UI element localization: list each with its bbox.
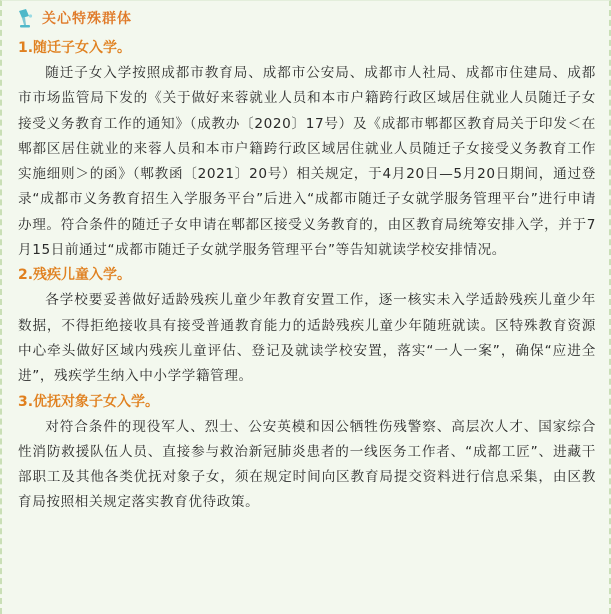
section-heading-migrant-children: 1.随迁子女入学。	[18, 40, 132, 56]
article-content	[18, 36, 596, 516]
section-body-disabled-children: 各学校要妥善做好适龄残疾儿童少年教育安置工作，逐一核实未入学适龄残疾儿童少年数据，不得拒绝接收具有接受普通教育能力的适龄残疾儿童少年随班就读。区特殊教育资源中心牵头做好区域内残疾儿童评估、登记及就读学校安置，落实“一人一案”，确保“应进全进”，残疾学生纳入中小学学籍管理。	[18, 292, 596, 385]
section-header	[16, 5, 132, 31]
section-body-preferential-children: 对符合条件的现役军人、烈士、公安英模和因公牺牲伤残警察、高层次人才、国家综合性消防救援队伍人员、直接参与救治新冠肺炎患者的一线医务工作者、“成都工匠”、进藏干部职工及其他各类优抚对象子女，须在规定时间向区教育局提交资料进行信息采集，由区教育局按照相关规定落实教育优待政策。	[18, 418, 596, 511]
section-body-migrant-children: 随迁子女入学按照成都市教育局、成都市公安局、成都市人社局、成都市住建局、成都市市场监管局下发的《关于做好来蓉就业人员和本市户籍跨行政区域居住就业人员随迁子女接受义务教育工作的通知》（成教办〔2020〕17号）及《成都市郫都区教育局关于印发＜在郫都区居住就业的来蓉人员和本市户籍跨行政区域居住就业人员随迁子女接受义务教育工作实施细则＞的函》（郫教函〔2021〕20号）相关规定，于4月20日—5月20日期间，通过登录“成都市义务教育招生入学服务平台”后进入“成都市随迁子女就学服务管理平台”进行申请办理。符合条件的随迁子女申请在郫都区接受义务教育的，由区教育局统筹安排入学，并于7月15日前通过“成都市随迁子女就学服务管理平台”等告知就读学校安排情况。	[18, 65, 596, 259]
section-heading-preferential-children: 3.优抚对象子女入学。	[18, 393, 160, 410]
lamp-icon	[16, 7, 38, 29]
section-heading-disabled-children: 2.残疾儿童入学。	[18, 267, 132, 284]
section-header-title: 关心特殊群体	[42, 11, 132, 27]
